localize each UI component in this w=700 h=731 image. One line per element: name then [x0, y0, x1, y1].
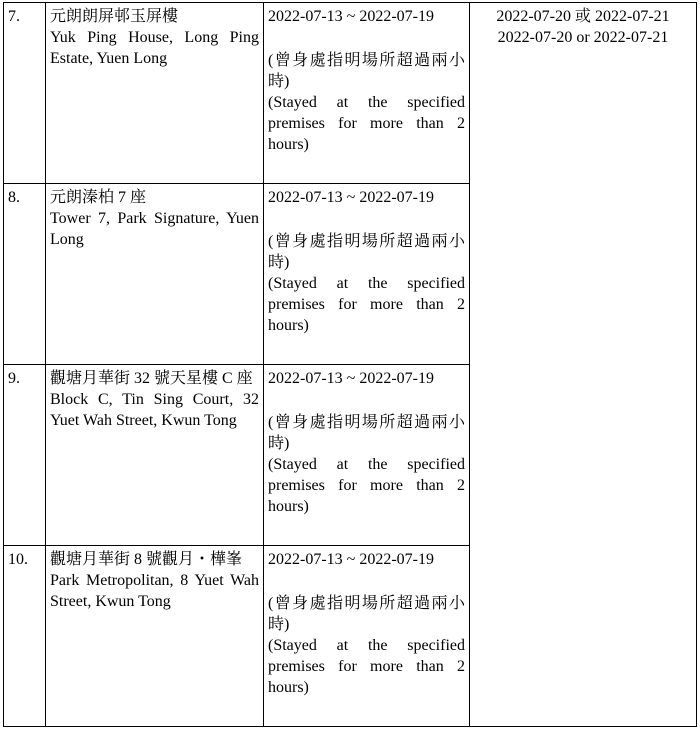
date-cell	[264, 184, 470, 365]
address-chinese: 觀塘月華街 32 號天星樓 C 座	[50, 370, 253, 387]
address-cell	[46, 546, 264, 727]
row-number: 9.	[4, 365, 46, 546]
address-english: Block C, Tin Sing Court, 32 Yuet Wah Street, Kwun Tong	[50, 391, 259, 429]
date-cell	[264, 546, 470, 727]
row-number: 10.	[4, 546, 46, 727]
address-cell	[46, 3, 264, 184]
date-range: 2022-07-13 ~ 2022-07-19	[268, 551, 434, 568]
note-english: (Stayed at the specified premises for more than 2 hours)	[268, 275, 465, 334]
note-chinese: (曾身處指明場所超過兩小時)	[268, 595, 465, 633]
address-english: Park Metropolitan, 8 Yuet Wah Street, Kwun Tong	[50, 572, 259, 610]
date-cell	[264, 365, 470, 546]
note-chinese: (曾身處指明場所超過兩小時)	[268, 52, 465, 90]
address-chinese: 元朗朗屏邨玉屏樓	[50, 8, 179, 25]
address-cell	[46, 184, 264, 365]
date-cell	[264, 3, 470, 184]
address-english: Tower 7, Park Signature, Yuen Long	[50, 210, 259, 248]
address-chinese: 元朗溱柏 7 座	[50, 189, 147, 206]
note-chinese: (曾身處指明場所超過兩小時)	[268, 233, 465, 271]
date-range: 2022-07-13 ~ 2022-07-19	[268, 8, 434, 25]
table-row	[4, 3, 697, 184]
test-date-cell	[470, 3, 697, 727]
note-english: (Stayed at the specified premises for more than 2 hours)	[268, 456, 465, 515]
note-chinese: (曾身處指明場所超過兩小時)	[268, 414, 465, 452]
test-dates-chinese: 2022-07-20 或 2022-07-21	[496, 8, 670, 25]
address-chinese: 觀塘月華街 8 號觀月・樺峯	[50, 551, 243, 568]
address-english: Yuk Ping House, Long Ping Estate, Yuen Long	[50, 29, 259, 67]
note-english: (Stayed at the specified premises for more than 2 hours)	[268, 94, 465, 153]
row-number: 7.	[4, 3, 46, 184]
date-range: 2022-07-13 ~ 2022-07-19	[268, 189, 434, 206]
row-number: 8.	[4, 184, 46, 365]
address-cell	[46, 365, 264, 546]
note-english: (Stayed at the specified premises for more than 2 hours)	[268, 637, 465, 696]
specified-premises-table	[3, 2, 697, 727]
test-dates-english: 2022-07-20 or 2022-07-21	[497, 29, 669, 46]
date-range: 2022-07-13 ~ 2022-07-19	[268, 370, 434, 387]
